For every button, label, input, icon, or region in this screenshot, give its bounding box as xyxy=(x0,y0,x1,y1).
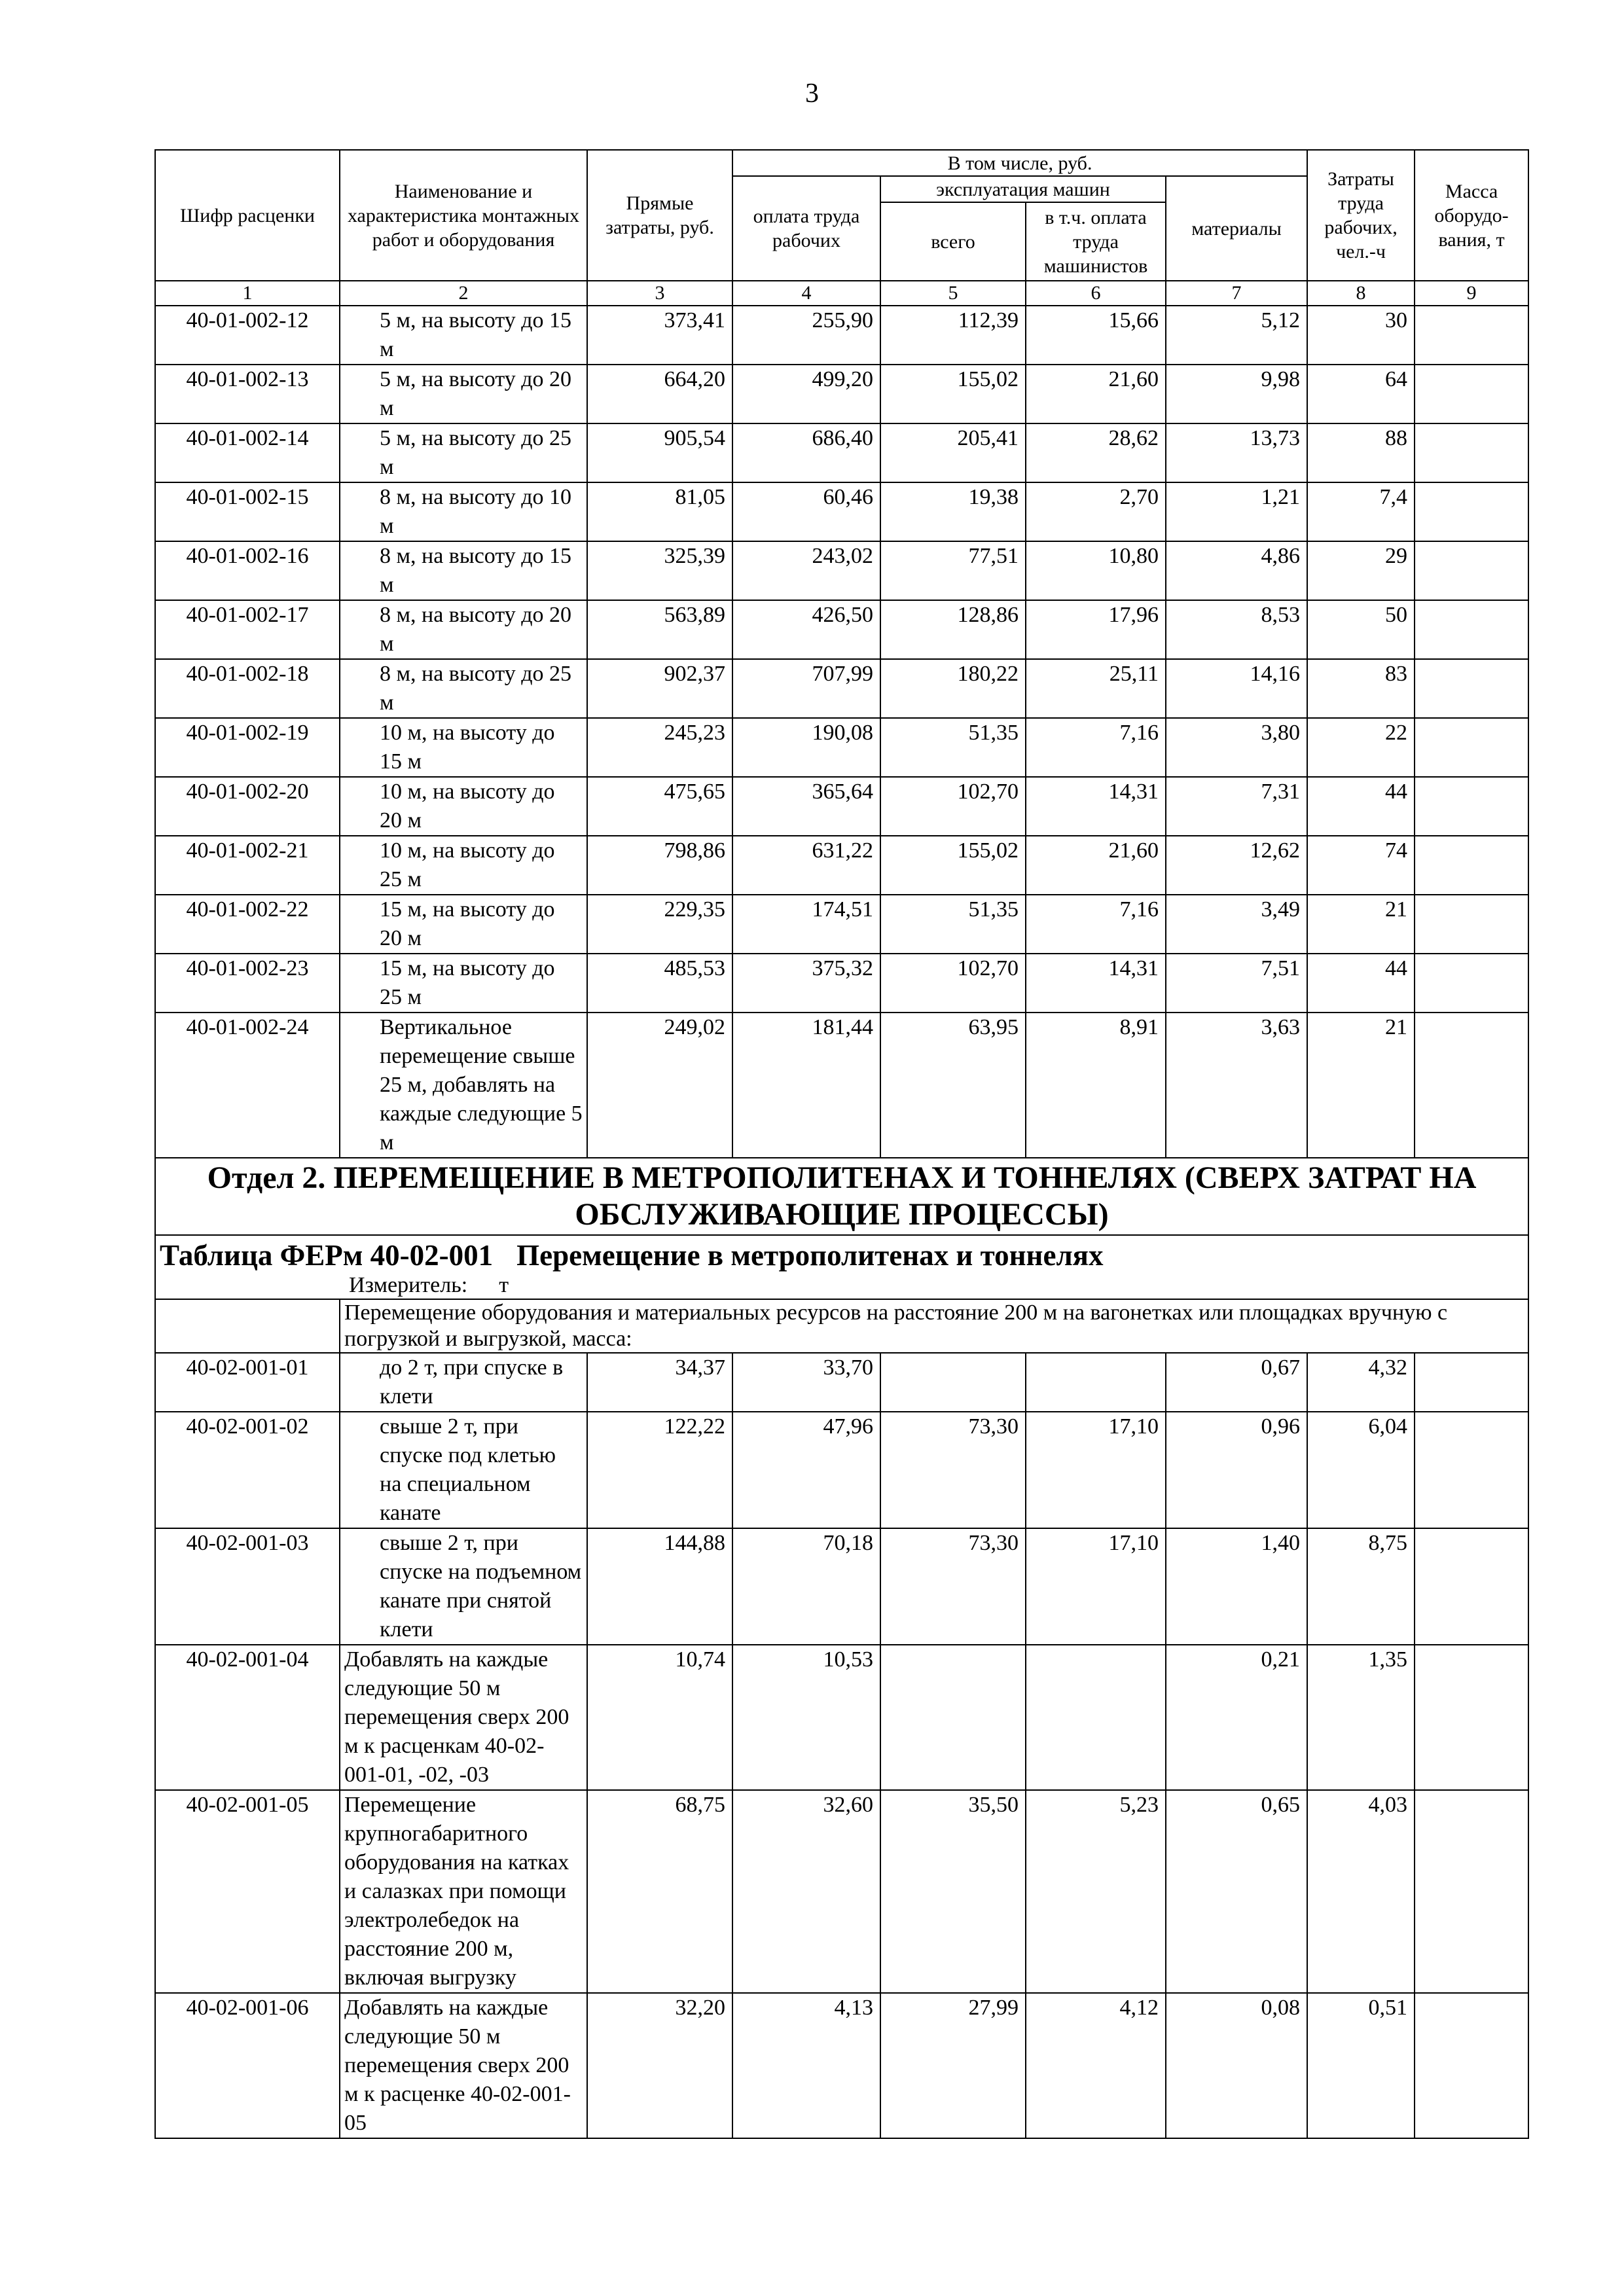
row-materials: 0,21 xyxy=(1166,1645,1307,1790)
row-direct-costs: 905,54 xyxy=(587,423,732,482)
row-labor-costs: 74 xyxy=(1307,836,1415,895)
measurer-unit: т xyxy=(499,1273,509,1297)
row-machinists-pay: 7,16 xyxy=(1026,895,1166,954)
row-labor-costs: 30 xyxy=(1307,306,1415,365)
row-machines-total: 155,02 xyxy=(880,836,1026,895)
row-machines-total: 205,41 xyxy=(880,423,1026,482)
row-machines-total: 35,50 xyxy=(880,1790,1026,1993)
table-row xyxy=(155,365,1528,423)
table-row xyxy=(155,1790,1528,1993)
intro-text: Перемещение оборудования и материальных ресурсов на расстояние 200 м на вагонетках или площадках вручную с погрузкой и выгрузкой, масса: xyxy=(340,1299,1528,1353)
header-direct-costs: Прямые затраты, руб. xyxy=(587,150,732,281)
row-labor-pay: 32,60 xyxy=(732,1790,880,1993)
row-machines-total: 27,99 xyxy=(880,1993,1026,2138)
row-labor-costs: 8,75 xyxy=(1307,1528,1415,1645)
table-row xyxy=(155,954,1528,1013)
measurer-label: Измеритель: xyxy=(349,1273,468,1297)
measurer xyxy=(155,1272,1528,1299)
row-equipment-mass xyxy=(1415,1353,1528,1412)
row-machines-total: 180,22 xyxy=(880,659,1026,718)
row-machines-total xyxy=(880,1353,1026,1412)
row-code: 40-01-002-14 xyxy=(155,423,340,482)
row-materials: 3,63 xyxy=(1166,1013,1307,1158)
row-materials: 4,86 xyxy=(1166,541,1307,600)
row-materials: 3,80 xyxy=(1166,718,1307,777)
header-name: Наименование и характеристика монтажных работ и оборудования xyxy=(340,150,587,281)
row-direct-costs: 68,75 xyxy=(587,1790,732,1993)
table-row xyxy=(155,718,1528,777)
column-number: 8 xyxy=(1307,281,1415,306)
table-row xyxy=(155,541,1528,600)
row-machines-total: 128,86 xyxy=(880,600,1026,659)
header-materials: материалы xyxy=(1166,176,1307,281)
row-code: 40-01-002-12 xyxy=(155,306,340,365)
header-machines-total: всего xyxy=(880,202,1026,281)
row-labor-costs: 4,03 xyxy=(1307,1790,1415,1993)
table-row xyxy=(155,895,1528,954)
row-equipment-mass xyxy=(1415,306,1528,365)
row-name: до 2 т, при спуске в клети xyxy=(340,1353,587,1412)
row-machinists-pay: 8,91 xyxy=(1026,1013,1166,1158)
row-direct-costs: 563,89 xyxy=(587,600,732,659)
row-labor-pay: 4,13 xyxy=(732,1993,880,2138)
row-direct-costs: 325,39 xyxy=(587,541,732,600)
row-machinists-pay: 21,60 xyxy=(1026,365,1166,423)
row-machinists-pay xyxy=(1026,1353,1166,1412)
row-labor-costs: 83 xyxy=(1307,659,1415,718)
row-materials: 12,62 xyxy=(1166,836,1307,895)
row-equipment-mass xyxy=(1415,365,1528,423)
row-materials: 14,16 xyxy=(1166,659,1307,718)
table-row xyxy=(155,482,1528,541)
row-machines-total: 112,39 xyxy=(880,306,1026,365)
row-labor-pay: 499,20 xyxy=(732,365,880,423)
row-direct-costs: 485,53 xyxy=(587,954,732,1013)
row-labor-costs: 29 xyxy=(1307,541,1415,600)
row-labor-pay: 375,32 xyxy=(732,954,880,1013)
table-row xyxy=(155,1013,1528,1158)
table-title xyxy=(155,1235,1528,1272)
row-labor-costs: 21 xyxy=(1307,895,1415,954)
table-row xyxy=(155,1528,1528,1645)
row-machinists-pay: 7,16 xyxy=(1026,718,1166,777)
row-labor-pay: 70,18 xyxy=(732,1528,880,1645)
row-direct-costs: 249,02 xyxy=(587,1013,732,1158)
row-equipment-mass xyxy=(1415,777,1528,836)
row-name: Добавлять на каждые следующие 50 м перемещения сверх 200 м к расценке 40-02-001-05 xyxy=(340,1993,587,2138)
row-machines-total: 73,30 xyxy=(880,1528,1026,1645)
row-direct-costs: 122,22 xyxy=(587,1412,732,1528)
row-name: 10 м, на высоту до 20 м xyxy=(340,777,587,836)
row-code: 40-01-002-19 xyxy=(155,718,340,777)
row-code: 40-01-002-24 xyxy=(155,1013,340,1158)
header-machinists-pay: в т.ч. оплата труда машинистов xyxy=(1026,202,1166,281)
row-materials: 0,96 xyxy=(1166,1412,1307,1528)
row-machines-total: 51,35 xyxy=(880,895,1026,954)
row-machines-total: 63,95 xyxy=(880,1013,1026,1158)
row-machinists-pay: 28,62 xyxy=(1026,423,1166,482)
row-labor-pay: 365,64 xyxy=(732,777,880,836)
row-equipment-mass xyxy=(1415,482,1528,541)
row-materials: 8,53 xyxy=(1166,600,1307,659)
row-labor-costs: 22 xyxy=(1307,718,1415,777)
row-labor-costs: 50 xyxy=(1307,600,1415,659)
row-name: 8 м, на высоту до 25 м xyxy=(340,659,587,718)
row-labor-costs: 44 xyxy=(1307,954,1415,1013)
row-machinists-pay: 14,31 xyxy=(1026,777,1166,836)
row-direct-costs: 475,65 xyxy=(587,777,732,836)
row-machinists-pay: 17,10 xyxy=(1026,1412,1166,1528)
row-name: свыше 2 т, при спуске на подъемном канате при снятой клети xyxy=(340,1528,587,1645)
row-name: 10 м, на высоту до 15 м xyxy=(340,718,587,777)
row-direct-costs: 32,20 xyxy=(587,1993,732,2138)
row-name: 5 м, на высоту до 20 м xyxy=(340,365,587,423)
page-number: 3 xyxy=(805,79,819,109)
row-name: Перемещение крупногабаритного оборудования на катках и салазках при помощи электролебедок на расстояние 200 м, включая выгрузку xyxy=(340,1790,587,1993)
row-labor-pay: 190,08 xyxy=(732,718,880,777)
row-labor-pay: 243,02 xyxy=(732,541,880,600)
row-direct-costs: 902,37 xyxy=(587,659,732,718)
row-machinists-pay: 2,70 xyxy=(1026,482,1166,541)
row-materials: 1,21 xyxy=(1166,482,1307,541)
row-machinists-pay: 17,96 xyxy=(1026,600,1166,659)
table-row xyxy=(155,600,1528,659)
row-labor-costs: 88 xyxy=(1307,423,1415,482)
row-labor-pay: 60,46 xyxy=(732,482,880,541)
row-machines-total: 102,70 xyxy=(880,954,1026,1013)
table-row xyxy=(155,659,1528,718)
row-machines-total: 19,38 xyxy=(880,482,1026,541)
row-name: 8 м, на высоту до 10 м xyxy=(340,482,587,541)
row-code: 40-01-002-23 xyxy=(155,954,340,1013)
column-number: 6 xyxy=(1026,281,1166,306)
row-name: 8 м, на высоту до 15 м xyxy=(340,541,587,600)
row-materials: 7,31 xyxy=(1166,777,1307,836)
row-direct-costs: 144,88 xyxy=(587,1528,732,1645)
table-row xyxy=(155,1412,1528,1528)
row-name: 10 м, на высоту до 25 м xyxy=(340,836,587,895)
row-code: 40-02-001-01 xyxy=(155,1353,340,1412)
row-machines-total: 73,30 xyxy=(880,1412,1026,1528)
table-row xyxy=(155,306,1528,365)
row-machinists-pay: 5,23 xyxy=(1026,1790,1166,1993)
row-direct-costs: 81,05 xyxy=(587,482,732,541)
row-materials: 13,73 xyxy=(1166,423,1307,482)
row-name: свыше 2 т, при спуске под клетью на специальном канате xyxy=(340,1412,587,1528)
row-machinists-pay: 25,11 xyxy=(1026,659,1166,718)
table-row xyxy=(155,1645,1528,1790)
row-materials: 7,51 xyxy=(1166,954,1307,1013)
column-number: 4 xyxy=(732,281,880,306)
row-code: 40-01-002-20 xyxy=(155,777,340,836)
row-name: Добавлять на каждые следующие 50 м перемещения сверх 200 м к расценкам 40-02-001-01, -02, -03 xyxy=(340,1645,587,1790)
row-machinists-pay xyxy=(1026,1645,1166,1790)
row-direct-costs: 664,20 xyxy=(587,365,732,423)
section-title: Отдел 2. ПЕРЕМЕЩЕНИЕ В МЕТРОПОЛИТЕНАХ И ТОННЕЛЯХ (СВЕРХ ЗАТРАТ НА ОБСЛУЖИВАЮЩИЕ ПРОЦЕССЫ) xyxy=(155,1158,1528,1235)
row-machinists-pay: 14,31 xyxy=(1026,954,1166,1013)
row-machines-total: 51,35 xyxy=(880,718,1026,777)
row-equipment-mass xyxy=(1415,1790,1528,1993)
row-direct-costs: 10,74 xyxy=(587,1645,732,1790)
column-number: 7 xyxy=(1166,281,1307,306)
row-machines-total: 155,02 xyxy=(880,365,1026,423)
row-machinists-pay: 21,60 xyxy=(1026,836,1166,895)
table-row xyxy=(155,836,1528,895)
row-materials: 0,08 xyxy=(1166,1993,1307,2138)
row-materials: 5,12 xyxy=(1166,306,1307,365)
row-labor-pay: 47,96 xyxy=(732,1412,880,1528)
row-name: 5 м, на высоту до 25 м xyxy=(340,423,587,482)
table-body-part2 xyxy=(155,1353,1528,2138)
row-name: 15 м, на высоту до 25 м xyxy=(340,954,587,1013)
row-labor-costs: 0,51 xyxy=(1307,1993,1415,2138)
row-labor-costs: 4,32 xyxy=(1307,1353,1415,1412)
row-code: 40-01-002-22 xyxy=(155,895,340,954)
header-labor-costs: Затраты труда рабочих, чел.-ч xyxy=(1307,150,1415,281)
row-code: 40-02-001-05 xyxy=(155,1790,340,1993)
column-numbers-row xyxy=(155,281,1528,306)
row-equipment-mass xyxy=(1415,718,1528,777)
row-code: 40-01-002-21 xyxy=(155,836,340,895)
row-direct-costs: 798,86 xyxy=(587,836,732,895)
row-direct-costs: 245,23 xyxy=(587,718,732,777)
row-labor-pay: 174,51 xyxy=(732,895,880,954)
row-labor-costs: 1,35 xyxy=(1307,1645,1415,1790)
row-materials: 0,67 xyxy=(1166,1353,1307,1412)
table-row xyxy=(155,423,1528,482)
rates-table xyxy=(154,149,1529,2139)
header-labor-pay: оплата труда рабочих xyxy=(732,176,880,281)
header-code: Шифр расценки xyxy=(155,150,340,281)
row-direct-costs: 34,37 xyxy=(587,1353,732,1412)
row-equipment-mass xyxy=(1415,954,1528,1013)
row-materials: 0,65 xyxy=(1166,1790,1307,1993)
column-number: 1 xyxy=(155,281,340,306)
row-labor-costs: 7,4 xyxy=(1307,482,1415,541)
row-name: 8 м, на высоту до 20 м xyxy=(340,600,587,659)
row-equipment-mass xyxy=(1415,1528,1528,1645)
row-name: Вертикальное перемещение свыше 25 м, добавлять на каждые следующие 5 м xyxy=(340,1013,587,1158)
row-labor-costs: 64 xyxy=(1307,365,1415,423)
table-header xyxy=(155,150,1528,306)
row-labor-pay: 707,99 xyxy=(732,659,880,718)
row-machines-total: 77,51 xyxy=(880,541,1026,600)
row-labor-pay: 426,50 xyxy=(732,600,880,659)
row-direct-costs: 229,35 xyxy=(587,895,732,954)
row-equipment-mass xyxy=(1415,659,1528,718)
row-equipment-mass xyxy=(1415,423,1528,482)
row-labor-pay: 10,53 xyxy=(732,1645,880,1790)
row-labor-pay: 33,70 xyxy=(732,1353,880,1412)
header-machine-operation: эксплуатация машин xyxy=(880,176,1166,202)
header-including: В том числе, руб. xyxy=(732,150,1307,176)
row-code: 40-02-001-04 xyxy=(155,1645,340,1790)
row-code: 40-01-002-15 xyxy=(155,482,340,541)
row-equipment-mass xyxy=(1415,1013,1528,1158)
table-row xyxy=(155,1993,1528,2138)
row-code: 40-02-001-06 xyxy=(155,1993,340,2138)
row-code: 40-02-001-02 xyxy=(155,1412,340,1528)
intro-empty-cell xyxy=(155,1299,340,1353)
row-equipment-mass xyxy=(1415,895,1528,954)
column-number: 3 xyxy=(587,281,732,306)
row-direct-costs: 373,41 xyxy=(587,306,732,365)
row-labor-costs: 21 xyxy=(1307,1013,1415,1158)
row-code: 40-01-002-18 xyxy=(155,659,340,718)
column-number: 5 xyxy=(880,281,1026,306)
section-row xyxy=(155,1158,1528,1235)
row-equipment-mass xyxy=(1415,600,1528,659)
row-equipment-mass xyxy=(1415,1645,1528,1790)
table-row xyxy=(155,777,1528,836)
section-block xyxy=(155,1158,1528,1353)
row-machinists-pay: 17,10 xyxy=(1026,1528,1166,1645)
table-row xyxy=(155,1353,1528,1412)
table-title-row xyxy=(155,1235,1528,1272)
row-machines-total: 102,70 xyxy=(880,777,1026,836)
row-equipment-mass xyxy=(1415,541,1528,600)
table-label: Таблица ФЕРм 40-02-001 xyxy=(160,1239,494,1272)
row-machinists-pay: 15,66 xyxy=(1026,306,1166,365)
row-machinists-pay: 4,12 xyxy=(1026,1993,1166,2138)
row-name: 15 м, на высоту до 20 м xyxy=(340,895,587,954)
row-materials: 9,98 xyxy=(1166,365,1307,423)
intro-row xyxy=(155,1299,1528,1353)
row-labor-pay: 686,40 xyxy=(732,423,880,482)
row-equipment-mass xyxy=(1415,1993,1528,2138)
row-labor-pay: 255,90 xyxy=(732,306,880,365)
row-machinists-pay: 10,80 xyxy=(1026,541,1166,600)
table-body-part1 xyxy=(155,306,1528,1158)
measurer-row xyxy=(155,1272,1528,1299)
row-code: 40-01-002-13 xyxy=(155,365,340,423)
row-equipment-mass xyxy=(1415,1412,1528,1528)
row-code: 40-02-001-03 xyxy=(155,1528,340,1645)
row-materials: 1,40 xyxy=(1166,1528,1307,1645)
row-code: 40-01-002-16 xyxy=(155,541,340,600)
column-number: 9 xyxy=(1415,281,1528,306)
row-name: 5 м, на высоту до 15 м xyxy=(340,306,587,365)
row-labor-pay: 631,22 xyxy=(732,836,880,895)
row-labor-costs: 6,04 xyxy=(1307,1412,1415,1528)
row-equipment-mass xyxy=(1415,836,1528,895)
row-labor-pay: 181,44 xyxy=(732,1013,880,1158)
row-labor-costs: 44 xyxy=(1307,777,1415,836)
row-code: 40-01-002-17 xyxy=(155,600,340,659)
row-machines-total xyxy=(880,1645,1026,1790)
table-name: Перемещение в метрополитенах и тоннелях xyxy=(516,1239,1104,1272)
row-materials: 3,49 xyxy=(1166,895,1307,954)
header-equipment-mass: Масса оборудо-вания, т xyxy=(1415,150,1528,281)
column-number: 2 xyxy=(340,281,587,306)
